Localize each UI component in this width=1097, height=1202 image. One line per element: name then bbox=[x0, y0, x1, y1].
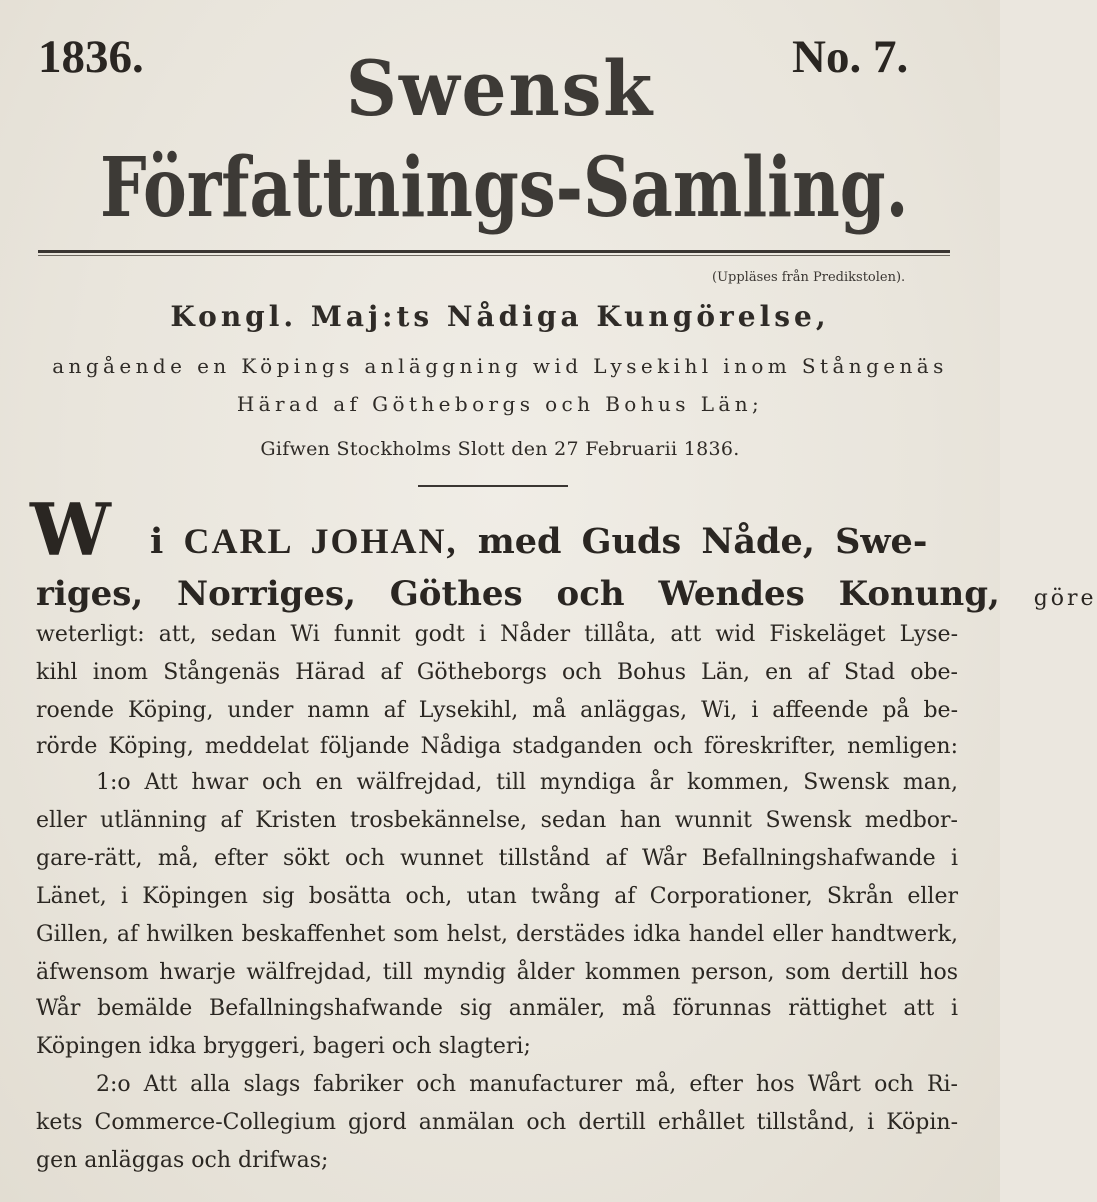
opening-line-1 bbox=[150, 520, 927, 562]
paragraph-1-line: Wår bemälde Befallningshafwande sig anmäler, må förunnas rättighet att i bbox=[36, 996, 958, 1021]
decree-date-line: Gifwen Stockholms Slott den 27 Februarii 1836. bbox=[260, 438, 740, 460]
decree-subject-line1: angående en Köpings anläggning wid Lysekihl inom Stångenäs bbox=[52, 354, 948, 378]
decree-subject-line2: Härad af Götheborgs och Bohus Län; bbox=[236, 392, 764, 416]
paragraph-2-line: kets Commerce-Collegium gjord anmälan och dertill erhållet tillstånd, i Köpin- bbox=[36, 1110, 958, 1135]
paragraph-1-line: eller utlänning af Kristen trosbekännelse, sedan han wunnit Swensk medbor- bbox=[36, 808, 958, 833]
masthead-title-line1: Swensk bbox=[345, 44, 655, 133]
drop-initial: W bbox=[30, 487, 111, 572]
paragraph-1-line: 1:o Att hwar och en wälfrejdad, till myndiga år kommen, Swensk man, bbox=[96, 770, 958, 795]
opening-line-1-tail: med Guds Nåde, Swe- bbox=[477, 521, 928, 562]
opening-line-2 bbox=[36, 574, 1097, 614]
paragraph-1-line: gare-rätt, må, efter sökt och wunnet tillstånd af Wår Befallningshafwande i bbox=[36, 846, 958, 871]
masthead-title-line2: Författnings-Samling. bbox=[100, 140, 909, 236]
paragraph-2-line: gen anläggas och drifwas; bbox=[36, 1148, 329, 1173]
body-line: roende Köping, under namn af Lysekihl, må anläggas, Wi, i affeende på be- bbox=[36, 698, 958, 723]
section-divider bbox=[418, 485, 568, 487]
paragraph-1-line: Köpingen idka bryggeri, bageri och slagteri; bbox=[36, 1034, 531, 1059]
body-line: kihl inom Stångenäs Härad af Götheborgs och Bohus Län, en af Stad obe- bbox=[36, 660, 958, 685]
paragraph-1-line: Länet, i Köpingen sig bosätta och, utan twång af Corporationer, Skrån eller bbox=[36, 884, 958, 909]
read-aloud-note: (Uppläses från Predikstolen). bbox=[712, 270, 906, 285]
body-line: rörde Köping, meddelat följande Nådiga stadganden och föreskrifter, nemligen: bbox=[36, 734, 958, 759]
decree-title: Kongl. Maj:ts Nådiga Kungörelse, bbox=[170, 300, 830, 333]
paragraph-1-line: Gillen, af hwilken beskaffenhet som helst, derstädes idka handel eller handtwerk, bbox=[36, 922, 958, 947]
masthead-rule-thin bbox=[38, 255, 950, 256]
royal-title: riges, Norriges, Göthes och Wendes Konung, bbox=[36, 574, 1000, 614]
paragraph-1-line: äfwensom hwarje wälfrejdad, till myndig ålder kommen person, som dertill hos bbox=[36, 960, 958, 985]
volume-year: 1836. bbox=[38, 31, 144, 83]
issue-number: No. 7. bbox=[792, 31, 909, 83]
paragraph-2-line: 2:o Att alla slags fabriker och manufacturer må, efter hos Wårt och Ri- bbox=[96, 1072, 958, 1097]
king-name: CARL JOHAN, bbox=[183, 521, 458, 561]
masthead-rule bbox=[38, 250, 950, 253]
opening-line-2-tail: göre bbox=[1033, 586, 1097, 611]
body-line: weterligt: att, sedan Wi funnit godt i Nåder tillåta, att wid Fiskeläget Lyse- bbox=[36, 622, 958, 647]
opening-line-1-rest: i bbox=[150, 521, 164, 562]
